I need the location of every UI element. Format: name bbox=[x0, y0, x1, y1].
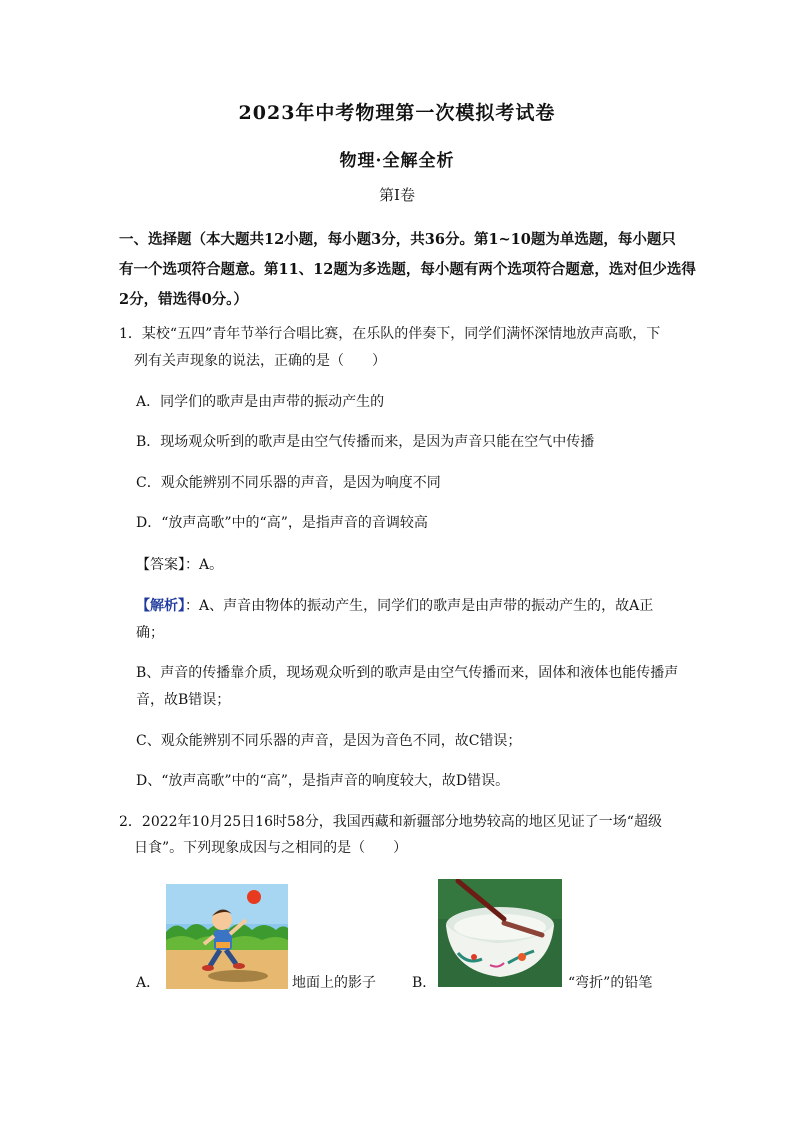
q1-analysis-d: D、“放声高歌”中的“高”，是指声音的响度较大，故D错误。 bbox=[136, 773, 510, 789]
q2-stem-line-1: 2．2022年10月25日16时58分，我国西藏和新疆部分地势较高的地区见证了一场“超级 bbox=[119, 814, 662, 830]
q1-stem-line-2: 列有关声现象的说法，正确的是（ ） bbox=[134, 353, 386, 369]
q1-stem-line-1: 1．某校“五四”青年节举行合唱比赛，在乐队的伴奏下，同学们满怀深情地放声高歌，下 bbox=[119, 326, 661, 342]
q1-analysis-c: C、观众能辨别不同乐器的声音，是因为音色不同，故C错误； bbox=[136, 733, 522, 749]
q2-option-b-letter: B． bbox=[412, 975, 437, 991]
answer-label: 【答案】 bbox=[136, 557, 185, 573]
q1-analysis-a-line-2: 确； bbox=[136, 625, 164, 641]
shadow-cartoon-image bbox=[166, 884, 288, 989]
q2-option-a-caption: 地面上的影子 bbox=[292, 975, 376, 991]
q1-analysis-b-line-2: 音，故B错误； bbox=[136, 692, 231, 708]
q1-option-b: B．现场观众听到的歌声是由空气传播而来，是因为声音只能在空气中传播 bbox=[136, 434, 595, 450]
q1-answer bbox=[136, 554, 223, 574]
analysis-label: 【解析】 bbox=[136, 598, 185, 614]
answer-text: ：A。 bbox=[185, 557, 224, 573]
q1-option-d: D．“放声高歌”中的“高”，是指声音的音调较高 bbox=[136, 515, 428, 531]
page-subtitle: 物理·全解全析 bbox=[339, 151, 455, 171]
q1-analysis-a-line-1 bbox=[136, 595, 653, 615]
analysis-a-text: ：A、声音由物体的振动产生，同学们的歌声是由声带的振动产生的，故A正 bbox=[185, 598, 654, 614]
q2-option-b-caption: “弯折”的铅笔 bbox=[568, 975, 653, 991]
q1-analysis-b-line-1: B、声音的传播靠介质，现场观众听到的歌声是由空气传播而来，固体和液体也能传播声 bbox=[136, 665, 679, 681]
bent-pencil-image bbox=[438, 879, 562, 987]
section-heading-line-2: 有一个选项符合题意。第11、12题为多选题，每小题有两个选项符合题意，选对但少选得 bbox=[119, 261, 696, 278]
page-title: 2023年中考物理第一次模拟考试卷 bbox=[238, 102, 556, 124]
section-heading-line-3: 2分，错选得0分。） bbox=[119, 291, 248, 308]
q2-stem-line-2: 日食”。下列现象成因与之相同的是（ ） bbox=[134, 840, 408, 856]
section-heading-line-1: 一、选择题（本大题共12小题，每小题3分，共36分。第1~10题为单选题，每小题只 bbox=[119, 231, 676, 248]
q1-option-c: C．观众能辨别不同乐器的声音，是因为响度不同 bbox=[136, 475, 441, 491]
volume-label: 第Ⅰ卷 bbox=[379, 186, 415, 204]
q2-option-a-letter: A． bbox=[136, 975, 161, 991]
q1-option-a: A．同学们的歌声是由声带的振动产生的 bbox=[136, 394, 385, 410]
